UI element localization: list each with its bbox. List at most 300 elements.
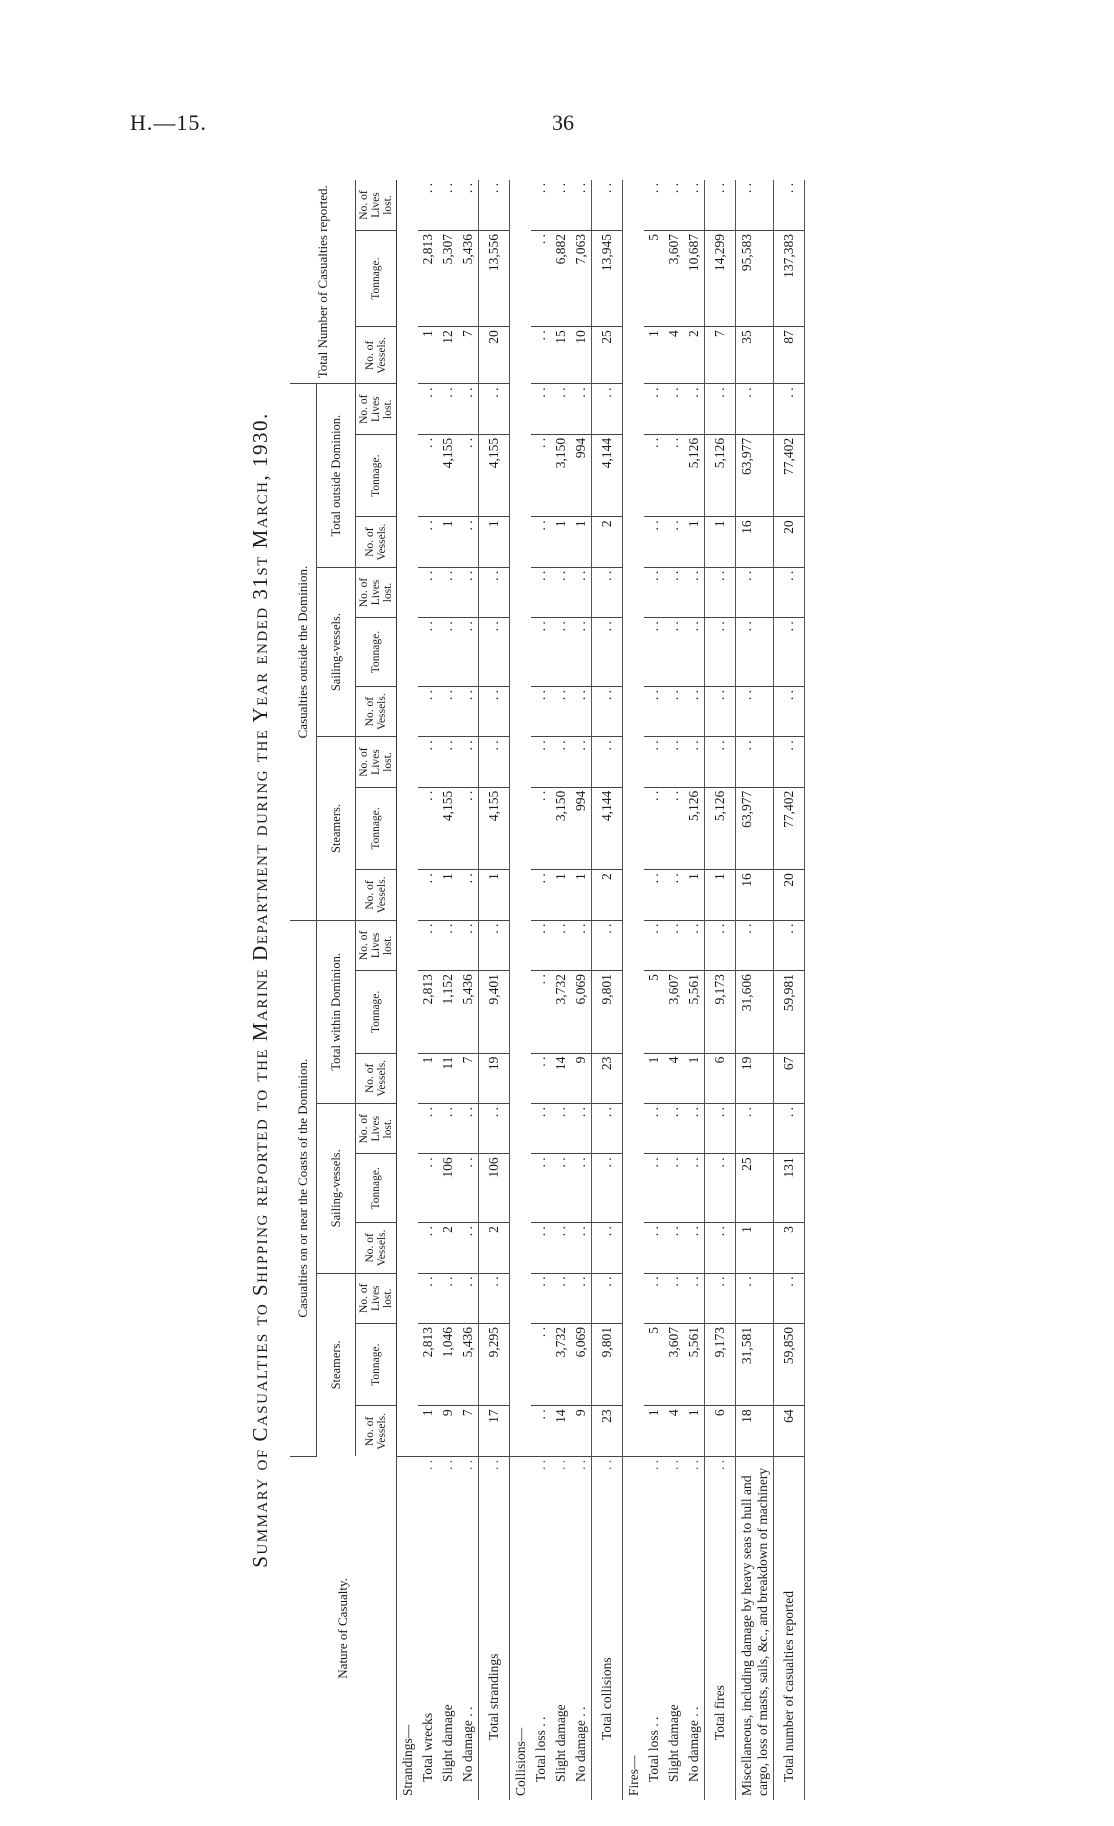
table-cell: . . <box>531 1223 551 1273</box>
table-cell: 6,069 <box>571 1323 592 1405</box>
table-cell: . . <box>479 384 510 434</box>
table-cell: . . <box>531 1323 551 1405</box>
table-cell: . . <box>684 1104 705 1154</box>
table-cell: . . <box>418 384 438 434</box>
table-cell: 23 <box>592 1406 623 1456</box>
table-cell: 1 <box>551 870 571 920</box>
row-label: Strandings— <box>400 1724 415 1796</box>
table-cell: . . <box>664 517 684 567</box>
table-row-misc <box>736 180 774 1800</box>
table-cell: 4,155 <box>479 434 510 516</box>
table-cell: . . <box>736 737 774 787</box>
col-tonnage: Tonnage. <box>356 1154 397 1223</box>
table-cell: 67 <box>774 1053 805 1103</box>
table-cell: . . <box>458 737 479 787</box>
table-cell: 106 <box>479 1154 510 1223</box>
table-cell: . . <box>571 1104 592 1154</box>
table-cell: . . <box>418 1154 438 1223</box>
col-tonnage: Tonnage. <box>356 231 397 327</box>
table-cell: 1,046 <box>438 1323 458 1405</box>
table-cell: . . <box>684 567 705 617</box>
row-label: Total loss . . . . <box>533 1459 548 1782</box>
table-cell: . . <box>644 870 664 920</box>
table-cell: . . <box>551 567 571 617</box>
table-cell: 1 <box>479 517 510 567</box>
table-cell: . . <box>664 1273 684 1323</box>
table-cell: 20 <box>774 870 805 920</box>
table-cell: 11 <box>438 1053 458 1103</box>
col-lives: No. of Lives lost. <box>356 737 397 787</box>
table-cell: 9,295 <box>479 1323 510 1405</box>
table-cell: 3 <box>774 1223 805 1273</box>
table-cell: . . <box>684 1273 705 1323</box>
table-cell: 35 <box>736 327 774 384</box>
table-cell: 5,126 <box>684 434 705 516</box>
table-cell: . . <box>644 517 664 567</box>
nature-header: Nature of Casualty. <box>290 1456 397 1800</box>
table-cell: 16 <box>736 870 774 920</box>
table-cell: . . <box>774 686 805 736</box>
table-cell: . . <box>592 737 623 787</box>
table-cell: . . <box>531 1154 551 1223</box>
table-cell: . . <box>458 1104 479 1154</box>
table-cell: . . <box>644 384 664 434</box>
table-cell: . . <box>664 870 684 920</box>
table-cell: . . <box>458 787 479 869</box>
table-cell: . . <box>551 1273 571 1323</box>
table-cell: . . <box>592 920 623 971</box>
table-cell: 18 <box>736 1406 774 1456</box>
table-cell: . . <box>479 686 510 736</box>
total-outside-header: Total outside Dominion. <box>317 384 356 567</box>
table-row <box>644 180 664 1800</box>
table-cell: 1 <box>644 327 664 384</box>
col-tonnage: Tonnage. <box>356 971 397 1053</box>
table-cell: 25 <box>592 327 623 384</box>
table-cell: 5,126 <box>684 787 705 869</box>
table-cell: . . <box>531 618 551 687</box>
table-cell: 7 <box>458 1053 479 1103</box>
table-cell: . . <box>644 1104 664 1154</box>
table-cell: . . <box>479 737 510 787</box>
table-title: Summary of Casualties to Shipping reported to the Marine Department during the Year ended 31st March, 1930. <box>248 412 272 1568</box>
leader-dots: . . <box>440 1459 455 1470</box>
col-lives: No. of Lives lost. <box>356 1273 397 1323</box>
table-cell: . . <box>664 737 684 787</box>
table-cell: . . <box>705 618 736 687</box>
table-cell: . . <box>571 686 592 736</box>
col-lives: No. of Lives lost. <box>356 180 397 231</box>
table-cell: 5 <box>644 971 664 1053</box>
table-cell: . . <box>551 1154 571 1223</box>
table-row <box>438 180 458 1800</box>
table-cell: 16 <box>736 517 774 567</box>
table-cell: . . <box>684 686 705 736</box>
table-cell: 994 <box>571 434 592 516</box>
table-cell: 994 <box>571 787 592 869</box>
table-cell: 9 <box>438 1406 458 1456</box>
casualty-summary-table <box>290 180 805 1800</box>
table-cell: 3,607 <box>664 1323 684 1405</box>
table-cell: 19 <box>479 1053 510 1103</box>
table-cell: . . <box>571 567 592 617</box>
sailing-outside-header: Sailing-vessels. <box>317 567 356 737</box>
table-cell: 131 <box>774 1154 805 1223</box>
table-cell: 9,801 <box>592 971 623 1053</box>
table-cell: . . <box>644 434 664 516</box>
table-cell: 23 <box>592 1053 623 1103</box>
group-row-fires <box>623 180 645 1800</box>
table-cell: . . <box>774 618 805 687</box>
table-cell: . . <box>531 517 551 567</box>
table-row <box>664 180 684 1800</box>
table-cell: 1 <box>684 1406 705 1456</box>
table-cell: 5,307 <box>438 231 458 327</box>
table-cell: 64 <box>774 1406 805 1456</box>
table-cell: . . <box>774 1104 805 1154</box>
table-cell: 59,850 <box>774 1323 805 1405</box>
steamers-outside-header: Steamers. <box>317 737 356 920</box>
table-cell: 14,299 <box>705 231 736 327</box>
table-body <box>397 180 805 1800</box>
table-cell: 1 <box>571 517 592 567</box>
table-cell: . . <box>664 1104 684 1154</box>
table-cell: . . <box>684 618 705 687</box>
table-cell: . . <box>736 1104 774 1154</box>
table-cell: 9,801 <box>592 1323 623 1405</box>
table-cell: . . <box>592 1223 623 1273</box>
leader-dots: . . <box>573 1459 588 1470</box>
table-cell: . . <box>684 920 705 971</box>
table-cell: . . <box>438 737 458 787</box>
col-vessels: No. of Vessels. <box>356 327 397 384</box>
table-cell: . . <box>438 1273 458 1323</box>
leader-dots: . . <box>646 1459 661 1470</box>
table-cell: . . <box>736 567 774 617</box>
table-cell: . . <box>531 787 551 869</box>
table-cell: 31,581 <box>736 1323 774 1405</box>
table-cell: . . <box>479 567 510 617</box>
table-cell: . . <box>644 737 664 787</box>
table-cell: . . <box>684 737 705 787</box>
row-label: Fires— <box>626 1755 641 1796</box>
col-vessels: No. of Vessels. <box>356 1223 397 1273</box>
table-cell: . . <box>531 737 551 787</box>
table-cell: . . <box>551 686 571 736</box>
table-cell: 63,977 <box>736 787 774 869</box>
table-cell: . . <box>438 618 458 687</box>
table-cell: . . <box>458 180 479 231</box>
total-group-header: Total Number of Casualties reported. <box>290 180 356 384</box>
coasts-group-header: Casualties on or near the Coasts of the Dominion. <box>290 920 317 1456</box>
row-label: Miscellaneous, including damage by heavy seas to hull and cargo, loss of masts, sails, &c., and breakdown of machinery <box>739 1467 770 1796</box>
table-cell: . . <box>418 686 438 736</box>
table-cell: . . <box>531 384 551 434</box>
row-label: No damage . . . . <box>573 1459 588 1782</box>
table-cell: . . <box>531 1406 551 1456</box>
col-lives: No. of Lives lost. <box>356 567 397 617</box>
table-cell: 5 <box>644 1323 664 1405</box>
table-cell: . . <box>644 567 664 617</box>
table-cell: 17 <box>479 1406 510 1456</box>
table-cell: . . <box>592 618 623 687</box>
table-cell: . . <box>531 1273 551 1323</box>
table-cell: . . <box>664 920 684 971</box>
table-cell: . . <box>774 920 805 971</box>
table-row <box>684 180 705 1800</box>
table-cell: 6,882 <box>551 231 571 327</box>
table-cell: 2 <box>479 1223 510 1273</box>
table-cell: 5,126 <box>705 787 736 869</box>
table-cell: 25 <box>736 1154 774 1223</box>
table-cell: . . <box>458 870 479 920</box>
table-cell: . . <box>736 180 774 231</box>
table-cell: . . <box>774 384 805 434</box>
row-label: No damage . . . . <box>686 1459 701 1782</box>
table-cell: . . <box>592 384 623 434</box>
table-cell: . . <box>684 384 705 434</box>
leader-dots: . . <box>686 1459 701 1470</box>
empty-cells <box>510 180 532 1456</box>
table-cell: 12 <box>438 327 458 384</box>
table-cell: 2 <box>684 327 705 384</box>
table-cell: . . <box>531 567 551 617</box>
table-cell: 15 <box>551 327 571 384</box>
table-cell: 2 <box>592 517 623 567</box>
table-row-grand-total <box>774 180 805 1800</box>
table-row <box>418 180 438 1800</box>
table-cell: . . <box>418 180 438 231</box>
row-label: Slight damage . . <box>666 1459 681 1782</box>
col-lives: No. of Lives lost. <box>356 1104 397 1154</box>
col-vessels: No. of Vessels. <box>356 517 397 567</box>
table-cell: . . <box>664 567 684 617</box>
table-cell: 9,173 <box>705 1323 736 1405</box>
row-label: No damage . . . . <box>460 1459 475 1782</box>
table-cell: . . <box>458 686 479 736</box>
leader-dots: . . <box>420 1459 435 1470</box>
table-cell: . . <box>531 686 551 736</box>
table-cell: . . <box>551 1104 571 1154</box>
table-cell: . . <box>479 1104 510 1154</box>
table-cell: . . <box>774 737 805 787</box>
table-cell: . . <box>592 567 623 617</box>
table-cell: 4 <box>664 1406 684 1456</box>
table-cell: . . <box>571 1273 592 1323</box>
table-cell: 20 <box>774 517 805 567</box>
table-cell: . . <box>571 1223 592 1273</box>
table-cell: 1 <box>418 327 438 384</box>
table-cell: . . <box>479 618 510 687</box>
table-cell: . . <box>458 1154 479 1223</box>
table-cell: . . <box>418 870 438 920</box>
table-cell: 63,977 <box>736 434 774 516</box>
table-cell: 1 <box>438 870 458 920</box>
page-reference: H.—15. <box>130 110 207 135</box>
table-cell: 1 <box>736 1223 774 1273</box>
row-label: Collisions— <box>513 1727 528 1796</box>
table-cell: . . <box>531 434 551 516</box>
table-cell: . . <box>644 920 664 971</box>
col-tonnage: Tonnage. <box>356 618 397 687</box>
table-cell: 4 <box>664 1053 684 1103</box>
table-cell: . . <box>531 327 551 384</box>
table-cell: . . <box>551 1223 571 1273</box>
col-tonnage: Tonnage. <box>356 1323 397 1405</box>
row-label: Total loss . . . . <box>646 1459 661 1782</box>
table-cell: . . <box>664 384 684 434</box>
sailing-header: Sailing-vessels. <box>317 1104 356 1274</box>
table-cell: . . <box>531 971 551 1053</box>
table-cell: . . <box>664 686 684 736</box>
table-cell: . . <box>551 737 571 787</box>
table-cell: 1,152 <box>438 971 458 1053</box>
table-cell: 1 <box>551 517 571 567</box>
table-row <box>551 180 571 1800</box>
group-row-collisions <box>510 180 532 1800</box>
table-cell: . . <box>644 787 664 869</box>
table-cell: . . <box>458 434 479 516</box>
table-cell: 1 <box>418 1053 438 1103</box>
table-cell: 1 <box>479 870 510 920</box>
table-cell: . . <box>571 618 592 687</box>
total-within-header: Total within Dominion. <box>317 920 356 1103</box>
table-cell: 10,687 <box>684 231 705 327</box>
table-cell: . . <box>705 1104 736 1154</box>
table-cell: . . <box>418 567 438 617</box>
table-cell: . . <box>684 1154 705 1223</box>
row-label: Slight damage . . <box>440 1459 455 1782</box>
rotated-table-page <box>248 180 888 1800</box>
table-row-total <box>705 180 736 1800</box>
table-cell: . . <box>479 920 510 971</box>
col-vessels: No. of Vessels. <box>356 1053 397 1103</box>
table-cell: . . <box>664 434 684 516</box>
table-cell: . . <box>458 920 479 971</box>
table-cell: . . <box>438 1104 458 1154</box>
table-cell: 5,436 <box>458 971 479 1053</box>
table-cell: . . <box>438 567 458 617</box>
col-tonnage: Tonnage. <box>356 434 397 516</box>
table-cell: . . <box>736 384 774 434</box>
table-cell: . . <box>592 1154 623 1223</box>
table-cell: . . <box>664 180 684 231</box>
row-label: Total fires . . <box>705 1456 736 1800</box>
table-cell: 14 <box>551 1406 571 1456</box>
table-cell: . . <box>664 787 684 869</box>
table-cell: 10 <box>571 327 592 384</box>
table-cell: . . <box>736 920 774 971</box>
table-cell: 2,813 <box>418 971 438 1053</box>
table-cell: . . <box>551 920 571 971</box>
table-cell: . . <box>531 180 551 231</box>
table-cell: . . <box>418 1104 438 1154</box>
table-row-total <box>479 180 510 1800</box>
steamers-header: Steamers. <box>317 1273 356 1456</box>
table-cell: 5,561 <box>684 1323 705 1405</box>
leader-dots: . . <box>486 1459 501 1470</box>
table-cell: . . <box>531 231 551 327</box>
table-cell: . . <box>571 384 592 434</box>
table-cell: 13,556 <box>479 231 510 327</box>
table-cell: . . <box>571 180 592 231</box>
table-cell: 1 <box>705 517 736 567</box>
table-cell: . . <box>438 686 458 736</box>
table-cell: 3,150 <box>551 434 571 516</box>
table-cell: 77,402 <box>774 787 805 869</box>
table-cell: 14 <box>551 1053 571 1103</box>
table-cell: 3,732 <box>551 1323 571 1405</box>
table-cell: . . <box>705 737 736 787</box>
table-cell: 6 <box>705 1053 736 1103</box>
table-cell: 1 <box>705 870 736 920</box>
table-cell: . . <box>774 567 805 617</box>
table-cell: . . <box>705 567 736 617</box>
table-cell: 77,402 <box>774 434 805 516</box>
table-cell: . . <box>592 180 623 231</box>
table-cell: . . <box>644 1223 664 1273</box>
leader-dots: . . <box>599 1459 614 1470</box>
table-cell: 5,561 <box>684 971 705 1053</box>
table-cell: . . <box>644 1154 664 1223</box>
empty-cells <box>397 180 419 1456</box>
table-cell: 1 <box>571 870 592 920</box>
table-cell: . . <box>531 1104 551 1154</box>
table-cell: 106 <box>438 1154 458 1223</box>
table-cell: . . <box>705 1154 736 1223</box>
table-cell: . . <box>438 384 458 434</box>
table-cell: . . <box>664 618 684 687</box>
table-cell: . . <box>684 1223 705 1273</box>
table-cell: 1 <box>684 870 705 920</box>
table-cell: 2 <box>592 870 623 920</box>
row-label: Total number of casualties reported <box>774 1456 805 1800</box>
table-cell: 3,607 <box>664 231 684 327</box>
table-cell: 20 <box>479 327 510 384</box>
table-cell: . . <box>458 1223 479 1273</box>
table-cell: 7 <box>458 327 479 384</box>
table-cell: 6 <box>705 1406 736 1456</box>
table-cell: . . <box>531 920 551 971</box>
table-cell: . . <box>531 870 551 920</box>
table-cell: . . <box>592 686 623 736</box>
table-cell: . . <box>736 686 774 736</box>
table-cell: . . <box>418 920 438 971</box>
col-vessels: No. of Vessels. <box>356 870 397 920</box>
table-cell: . . <box>438 180 458 231</box>
table-cell: 59,981 <box>774 971 805 1053</box>
leader-dots: . . <box>460 1459 475 1470</box>
table-cell: . . <box>705 1273 736 1323</box>
table-cell: . . <box>551 384 571 434</box>
table-row <box>531 180 551 1800</box>
table-cell: . . <box>684 180 705 231</box>
table-cell: 5 <box>644 231 664 327</box>
table-cell: . . <box>592 1273 623 1323</box>
leader-dots: . . <box>666 1459 681 1470</box>
table-cell: 5,126 <box>705 434 736 516</box>
table-cell: 31,606 <box>736 971 774 1053</box>
table-row <box>571 180 592 1800</box>
table-cell: . . <box>458 384 479 434</box>
table-cell: 6,069 <box>571 971 592 1053</box>
table-cell: . . <box>479 1273 510 1323</box>
table-cell: 4,144 <box>592 434 623 516</box>
table-cell: . . <box>571 920 592 971</box>
table-cell: . . <box>418 787 438 869</box>
row-label: Slight damage . . <box>553 1459 568 1782</box>
table-cell: . . <box>705 384 736 434</box>
